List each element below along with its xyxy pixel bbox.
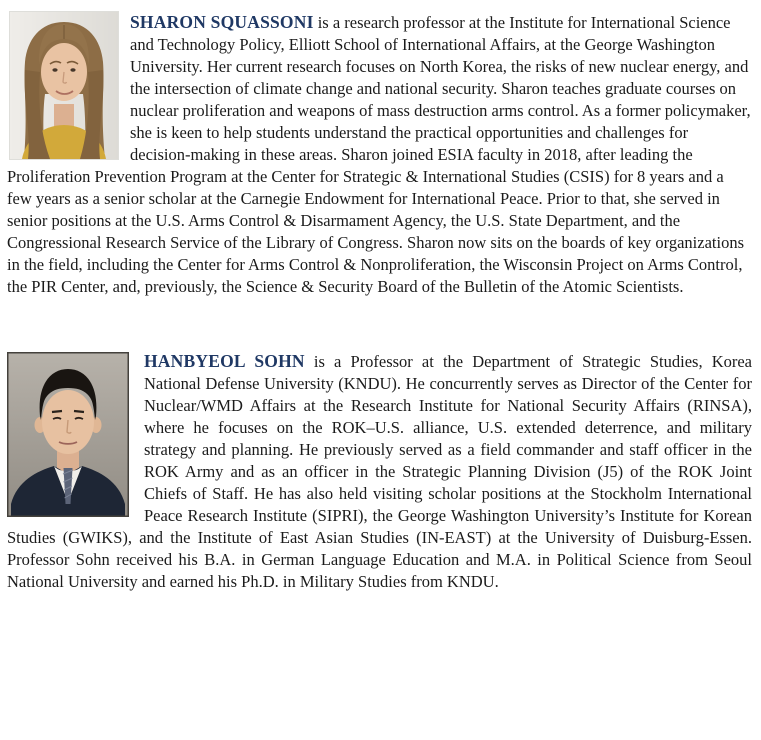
portrait-photo-sharon-squassoni (10, 12, 118, 159)
bio-body-hanbyeol-sohn: is a Professor at the Department of Strategic Studies, Korea National Defense University (KNDU). He concurrently serves as Director of the Center for Nuclear/WMD Affairs at the Research Institute for National Security Affairs (RINSA), where he focuses on the ROK–U.S. alliance, U.S. extended deterrence, and military strategy and planning. He previously served as a field commander and staff officer in the ROK Army and as an officer in the Strategic Planning Division (J5) of the ROK Joint Chiefs of Staff. He has also held visiting scholar positions at the Stockholm International Peace Research Institute (SIPRI), the George Washington University’s Institute for Korean Studies (GWIKS), and the Institute of East Asian Studies (IN-EAST) at the University of Duisburg-Essen. Professor Sohn received his B.A. in German Language Education and M.A. in Political Science from Seoul National University and earned his Ph.D. in Military Studies from KNDU. (7, 352, 753, 591)
bio-section-hanbyeol-sohn (7, 350, 752, 593)
portrait-photo-hanbyeol-sohn (7, 352, 129, 517)
bio-section-sharon-squassoni (7, 11, 752, 298)
person-name-hanbyeol-sohn: HANBYEOL SOHN (144, 351, 305, 371)
person-name-sharon-squassoni: SHARON SQUASSONI (130, 12, 314, 32)
bio-text-sharon-squassoni (7, 11, 752, 298)
bio-body-sharon-squassoni: is a research professor at the Institute for International Science and Technology Policy, Elliott School of International Affairs, at the George Washington University. Her current research focuses on North Korea, the risks of new nuclear energy, and the intersection of climate change and national security. Sharon teaches graduate courses on nuclear proliferation and weapons of mass destruction arms control. As a former policymaker, she is keen to help students understand the practical opportunities and challenges for decision-making in these areas. Sharon joined ESIA faculty in 2018, after leading the Proliferation Prevention Program at the Center for Strategic & International Studies (CSIS) for 8 years and a few years as a senior scholar at the Carnegie Endowment for International Peace. Prior to that, she served in senior positions at the U.S. Arms Control & Disarmament Agency, the U.S. State Department, and the Congressional Research Service of the Library of Congress. Sharon now sits on the boards of key organizations in the field, including the Center for Arms Control & Nonproliferation, the Wisconsin Project on Arms Control, the PIR Center, and, previously, the Science & Security Board of the Bulletin of the Atomic Scientists. (7, 13, 751, 296)
